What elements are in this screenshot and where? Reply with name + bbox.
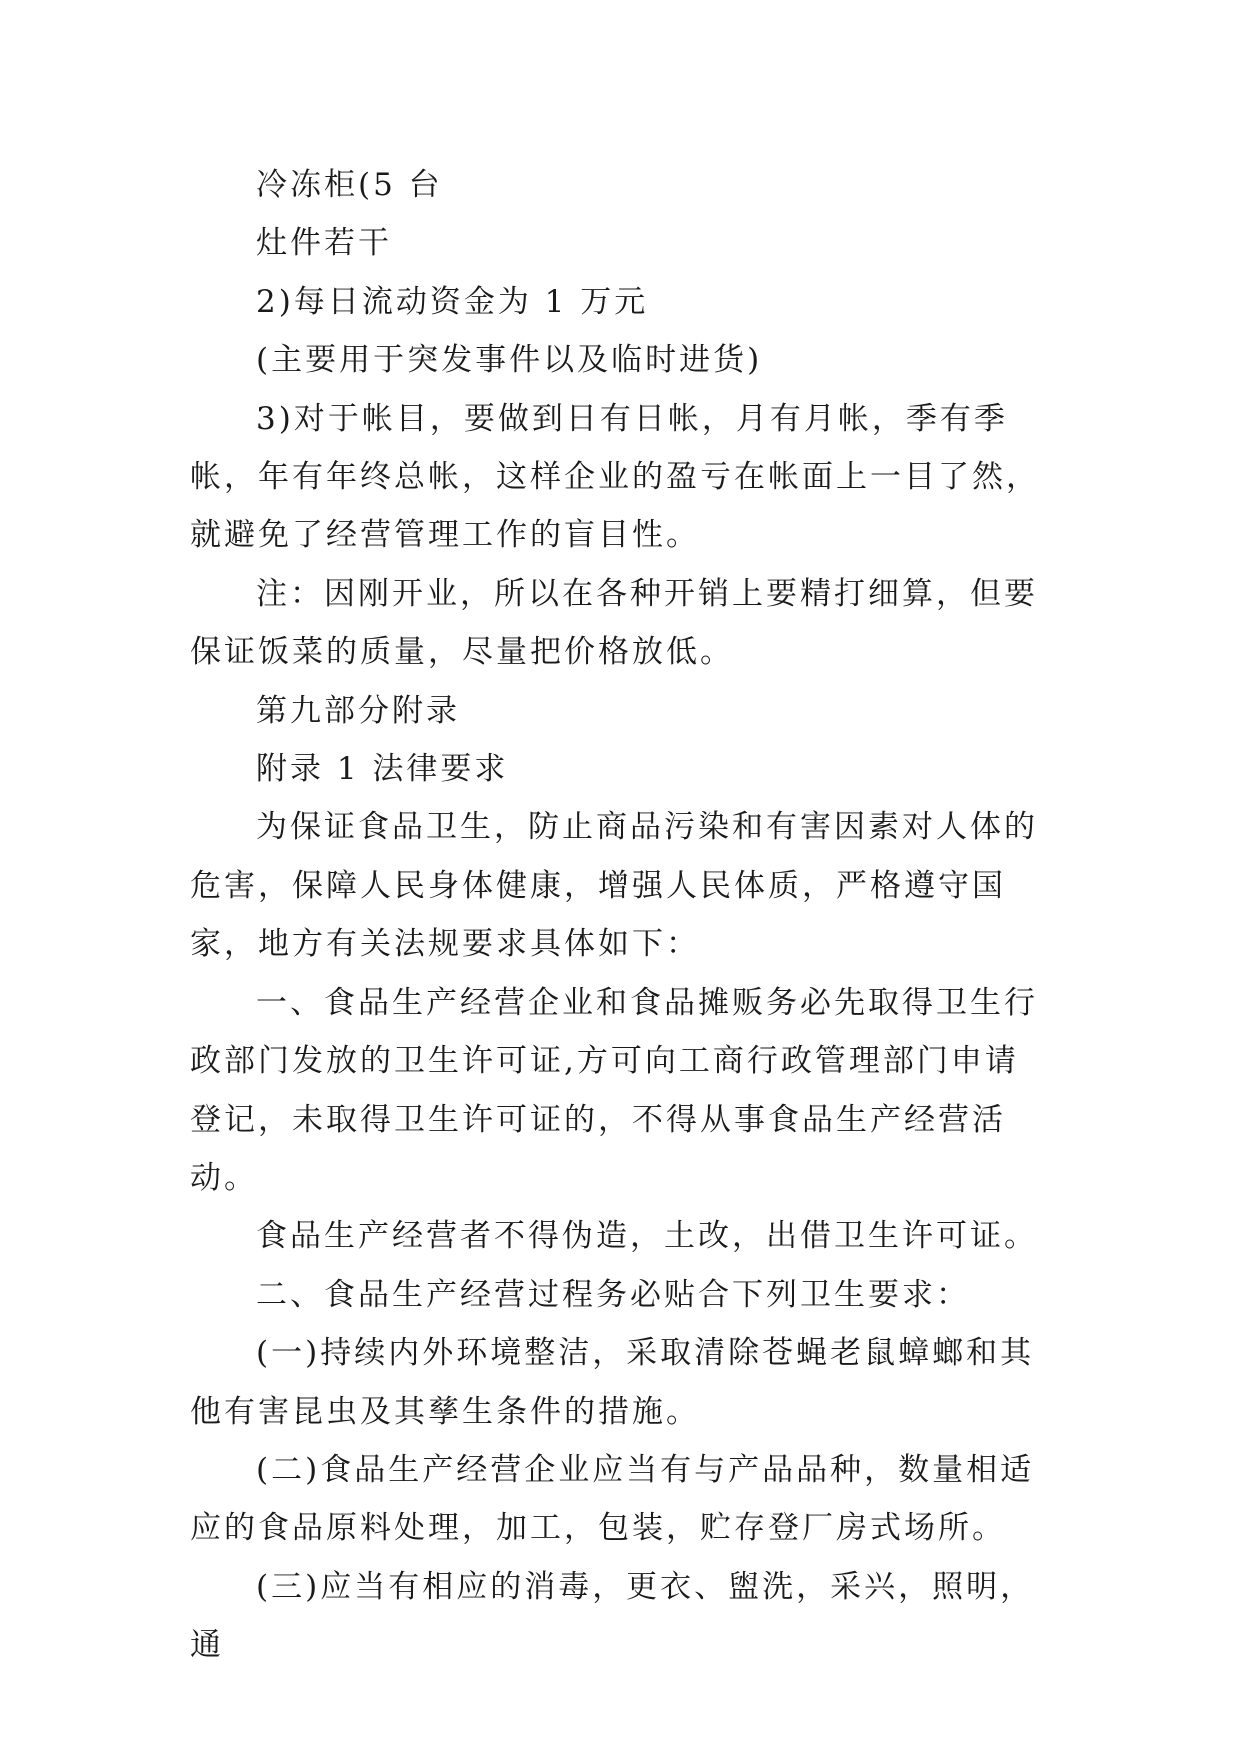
paragraph-daily-capital: 2)每日流动资金为 1 万元 (256, 283, 649, 320)
section-heading-appendix: 第九部分附录 (256, 692, 460, 729)
paragraph-note: 注：因刚开业，所以在各种开销上要精打细算，但要保证饭菜的质量，尽量把价格放低。 (190, 575, 1038, 671)
paragraph-license-forgery: 食品生产经营者不得伪造，土改，出借卫生许可证。 (256, 1218, 1038, 1255)
paragraph-item-one: (一)持续内外环境整洁，采取清除苍蝇老鼠蟑螂和其他有害昆虫及其孳生条件的措施。 (190, 1335, 1035, 1430)
paragraph-legal-intro: 为保证食品卫生，防止商品污染和有害因素对人体的危害，保障人民身体健康，增强人民体质，严格遵守国家，地方有关法规要求具体如下： (190, 809, 1038, 963)
paragraph-accounts: 3)对于帐目，要做到日有日帐，月有月帐，季有季帐，年有年终总帐，这样企业的盈亏在帐面上一目了然，就避免了经营管理工作的盲目性。 (190, 400, 1040, 554)
subheading-legal-requirements: 附录 1 法律要求 (256, 751, 509, 788)
paragraph-hygiene-requirements: 二、食品生产经营过程务必贴合下列卫生要求： (256, 1276, 970, 1313)
paragraph-freezer: 冷冻柜(5 台 (256, 167, 443, 203)
document-body (190, 156, 1050, 1675)
paragraph-item-three: (三)应当有相应的消毒，更衣、盥洗，采兴，照明，通 (190, 1568, 1035, 1664)
paragraph-license-requirement: 一、食品生产经营企业和食品摊贩务必先取得卫生行政部门发放的卫生许可证,方可向工商行政管理部门申请登记，未取得卫生许可证的，不得从事食品生产经营活动。 (190, 984, 1038, 1196)
paragraph-stove-items: 灶件若干 (256, 225, 392, 262)
paragraph-item-two: (二)食品生产经营企业应当有与产品品种，数量相适应的食品原料处理，加工，包装，贮存登厂房式场所。 (190, 1451, 1035, 1547)
paragraph-capital-note: (主要用于突发事件以及临时进货) (256, 342, 763, 379)
